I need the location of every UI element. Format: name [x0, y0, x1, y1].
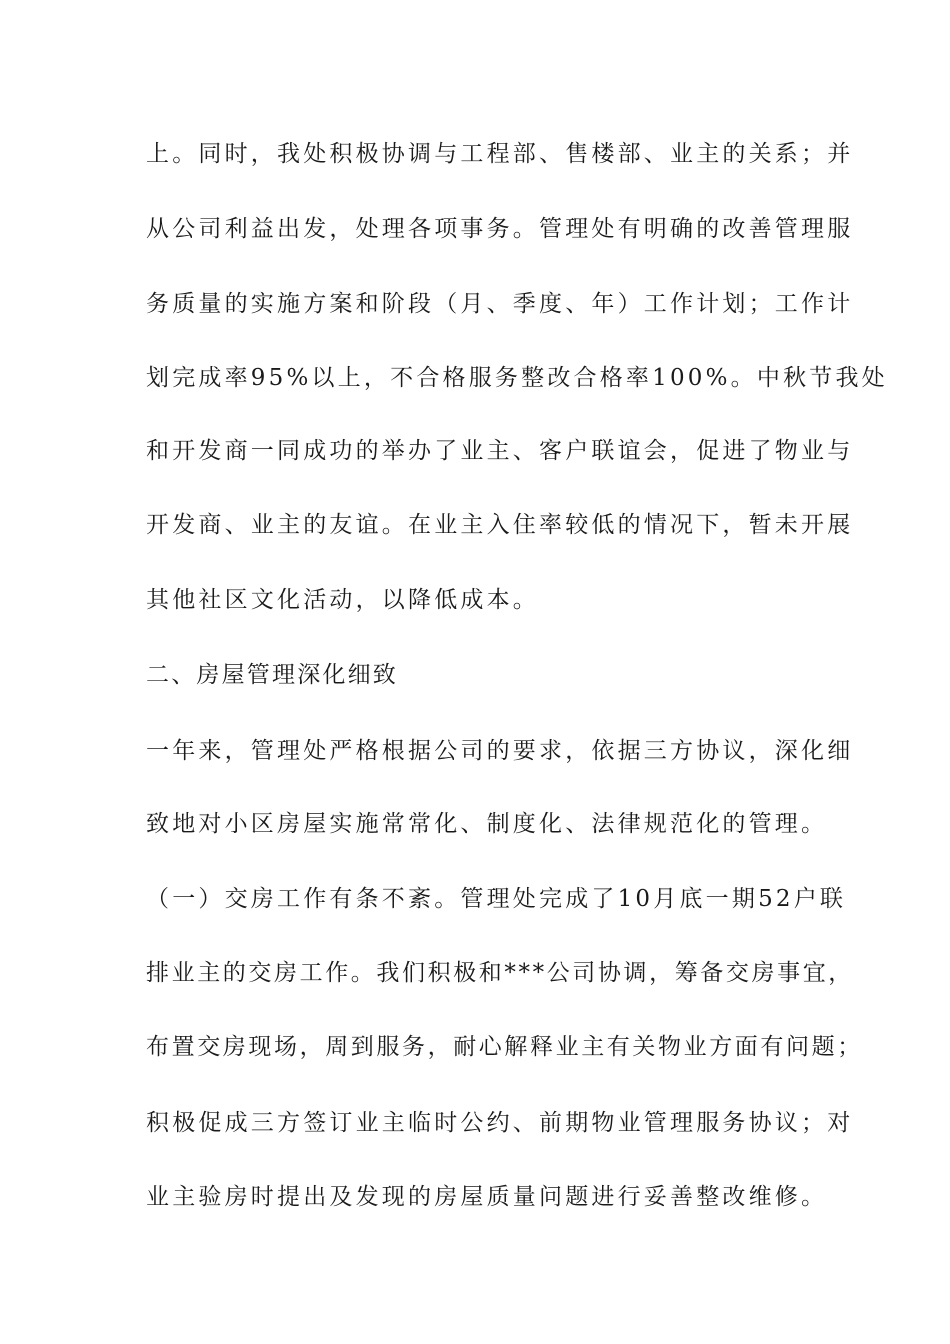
paragraph-line: 和开发商一同成功的举办了业主、客户联谊会，促进了物业与: [146, 438, 854, 464]
section-heading: 二、房屋管理深化细致: [146, 662, 398, 688]
paragraph-line: 业主验房时提出及发现的房屋质量问题进行妥善整改维修。: [146, 1184, 828, 1210]
paragraph-line: 积极促成三方签订业主临时公约、前期物业管理服务协议；对: [146, 1110, 854, 1136]
paragraph-line: 一年来，管理处严格根据公司的要求，依据三方协议，深化细: [146, 738, 854, 764]
paragraph-line: 排业主的交房工作。我们积极和***公司协调，筹备交房事宜，: [146, 960, 854, 986]
paragraph-line: 上。同时，我处积极协调与工程部、售楼部、业主的关系；并: [146, 141, 854, 167]
paragraph-line: 致地对小区房屋实施常常化、制度化、法律规范化的管理。: [146, 811, 828, 837]
paragraph-line: 布置交房现场，周到服务，耐心解释业主有关物业方面有问题；: [146, 1034, 863, 1060]
paragraph-line: 划完成率95%以上，不合格服务整改合格率100%。中秋节我处: [146, 365, 888, 391]
paragraph-line: （一）交房工作有条不紊。管理处完成了10月底一期52户联: [146, 886, 847, 912]
paragraph-line: 开发商、业主的友谊。在业主入住率较低的情况下，暂未开展: [146, 512, 854, 538]
paragraph-line: 从公司利益出发，处理各项事务。管理处有明确的改善管理服: [146, 216, 854, 242]
paragraph-line: 务质量的实施方案和阶段（月、季度、年）工作计划；工作计: [146, 291, 854, 317]
paragraph-line: 其他社区文化活动，以降低成本。: [146, 587, 539, 613]
